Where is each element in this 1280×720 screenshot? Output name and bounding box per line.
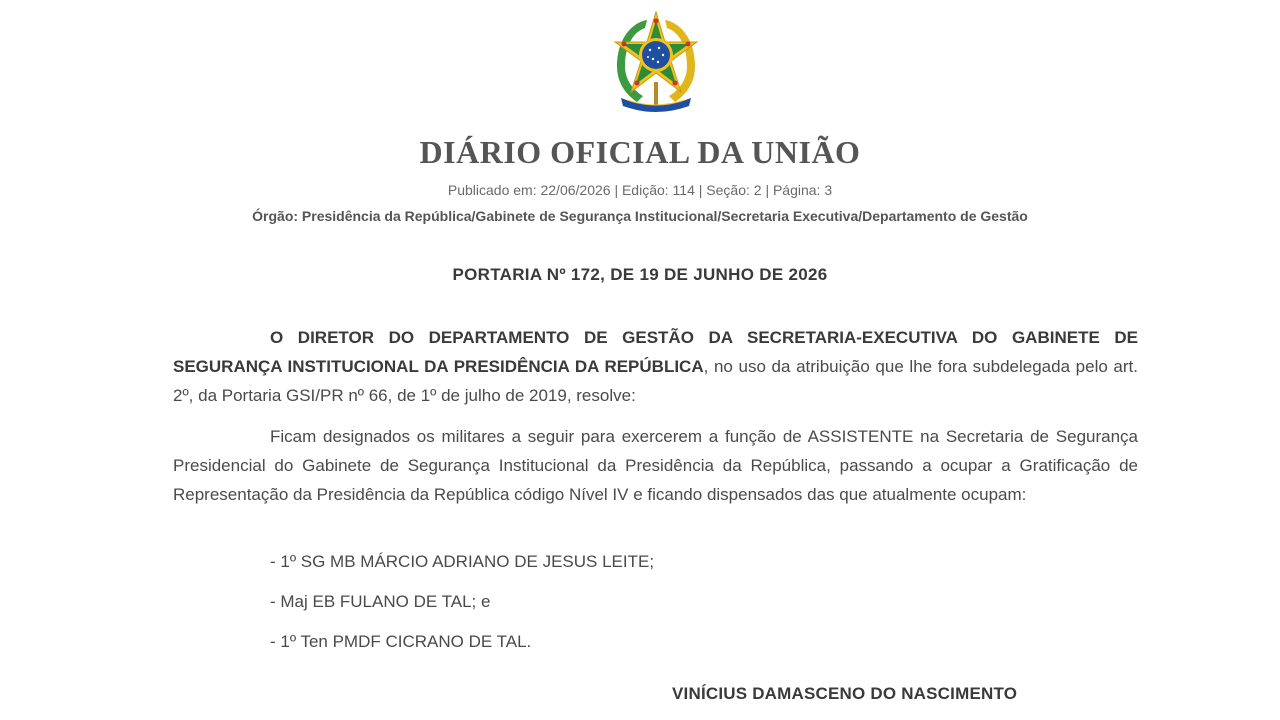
publication-meta: Publicado em: 22/06/2026 | Edição: 114 | Seção: 2 | Página: 3 [447, 182, 833, 198]
designation-paragraph: Ficam designados os militares a seguir para exercerem a função de ASSISTENTE na Secretaria de Segurança Presidencial do Gabinete de Segurança Institucional da Presidência da República, passando a ocupar a Gratificação de Representação da Presidência da República código Nível IV e ficando dispensados das que atualmente ocupam: [173, 427, 1138, 504]
page-title: DIÁRIO OFICIAL DA UNIÃO [419, 134, 861, 170]
portaria-title: PORTARIA Nº 172, DE 19 DE JUNHO DE 2026 [452, 265, 828, 284]
list-item: - 1º SG MB MÁRCIO ADRIANO DE JESUS LEITE; [270, 552, 655, 571]
brazil-coat-of-arms-icon [603, 8, 709, 114]
list-item: - 1º Ten PMDF CICRANO DE TAL. [270, 632, 532, 651]
resolution-text: , no uso da atribuição que lhe fora subdelegada pelo art. 2º, da Portaria GSI/PR nº 66, de 1º de julho de 2019, resolve: [173, 357, 1138, 405]
orgao-line: Órgão: Presidência da República/Gabinete de Segurança Institucional/Secretaria Executiva/Departamento de Gestão [252, 208, 1028, 224]
director-title: O DIRETOR DO DEPARTAMENTO DE GESTÃO DA SECRETARIA-EXECUTIVA DO GABINETE DE SEGURANÇA INSTITUCIONAL DA PRESIDÊNCIA DA REPÚBLICA [173, 328, 1138, 376]
list-item: - Maj EB FULANO DE TAL; e [270, 592, 491, 611]
resolution-paragraph [173, 323, 1138, 410]
signer-name: VINÍCIUS DAMASCENO DO NASCIMENTO [672, 684, 1018, 703]
